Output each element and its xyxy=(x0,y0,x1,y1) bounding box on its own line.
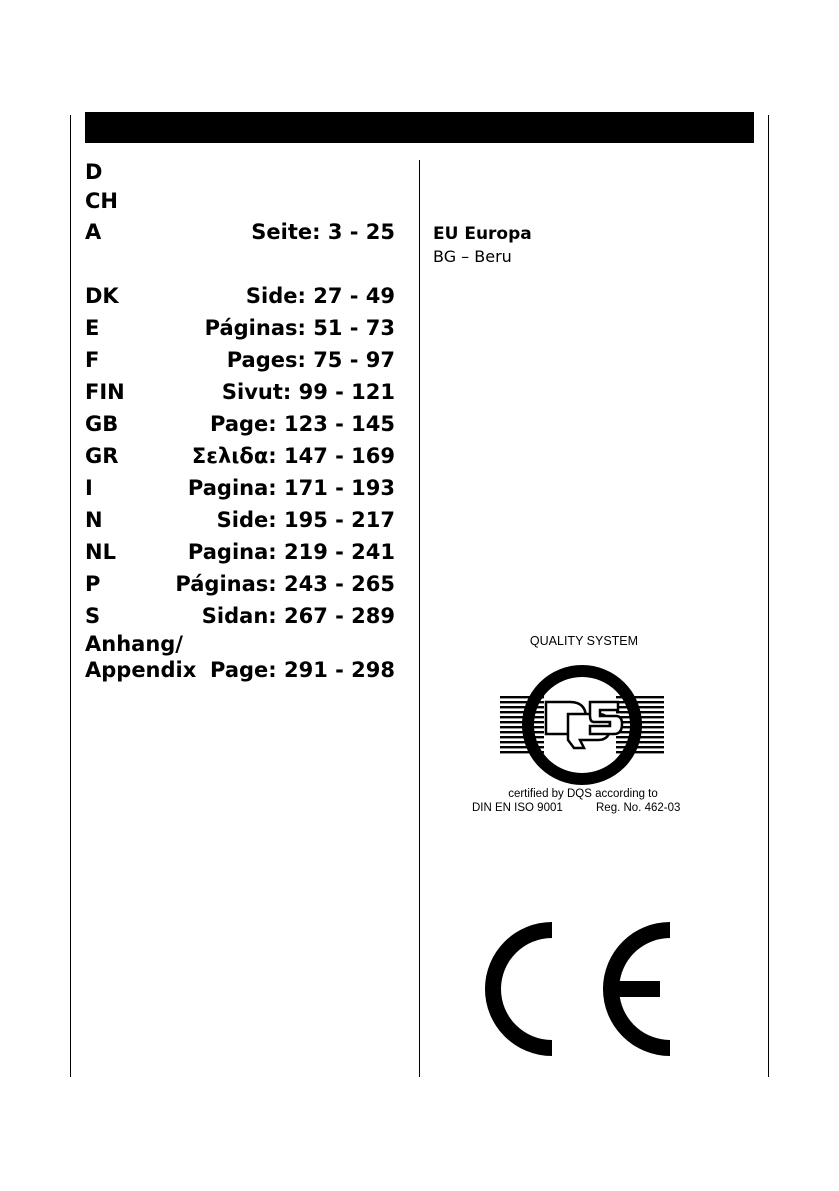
lang-pages: Page: 123 - 145 xyxy=(210,412,395,436)
lang-pages: Pages: 75 - 97 xyxy=(226,348,395,372)
lang-code: GR xyxy=(85,444,119,468)
lang-pages: Sidan: 267 - 289 xyxy=(201,604,395,628)
lang-pages: Side: 195 - 217 xyxy=(216,508,395,532)
ce-mark-logo xyxy=(484,921,670,1057)
region-subtitle: BG – Beru xyxy=(433,247,512,266)
header-bar xyxy=(85,112,754,143)
region-title: EU Europa xyxy=(433,224,532,244)
lang-pages: Page: 291 - 298 xyxy=(210,658,395,682)
lang-pages: Seite: 3 - 25 xyxy=(251,220,395,244)
lang-code: CH xyxy=(85,189,118,213)
dqs-letters xyxy=(546,702,622,748)
lang-code: S xyxy=(85,604,101,628)
left-border-line xyxy=(70,115,71,1077)
ce-letter-e xyxy=(603,922,670,1056)
certified-line: certified by DQS according to xyxy=(508,788,658,800)
lang-pages: Pagina: 219 - 241 xyxy=(187,540,395,564)
ce-letter-c xyxy=(485,922,552,1056)
iso-standard: DIN EN ISO 9001 xyxy=(472,802,563,814)
lang-pages: Σελιδα: 147 - 169 xyxy=(191,444,395,468)
lang-code: FIN xyxy=(85,380,125,404)
lang-pages: Side: 27 - 49 xyxy=(245,284,395,308)
lang-code: Appendix xyxy=(85,658,197,682)
lang-pages: Páginas: 51 - 73 xyxy=(204,316,395,340)
right-border-line xyxy=(768,115,769,1077)
dqs-quality-logo xyxy=(470,630,690,820)
lang-code: Anhang/ xyxy=(85,632,183,656)
lang-pages: Pagina: 171 - 193 xyxy=(187,476,395,500)
lang-code: I xyxy=(85,476,93,500)
lang-code: F xyxy=(85,348,100,372)
lang-code: E xyxy=(85,316,100,340)
lang-code: A xyxy=(85,220,102,244)
lang-code: NL xyxy=(85,540,116,564)
lang-code: N xyxy=(85,508,103,532)
lang-pages: Sivut: 99 - 121 xyxy=(221,380,395,404)
lang-code: P xyxy=(85,572,101,596)
lang-code: D xyxy=(85,160,103,184)
center-divider-line xyxy=(419,160,420,1077)
lang-code: DK xyxy=(85,284,119,308)
quality-heading: QUALITY SYSTEM xyxy=(529,634,639,648)
lang-code: GB xyxy=(85,412,119,436)
registration-number: Reg. No. 462-03 xyxy=(596,802,681,814)
lang-pages: Páginas: 243 - 265 xyxy=(175,572,395,596)
